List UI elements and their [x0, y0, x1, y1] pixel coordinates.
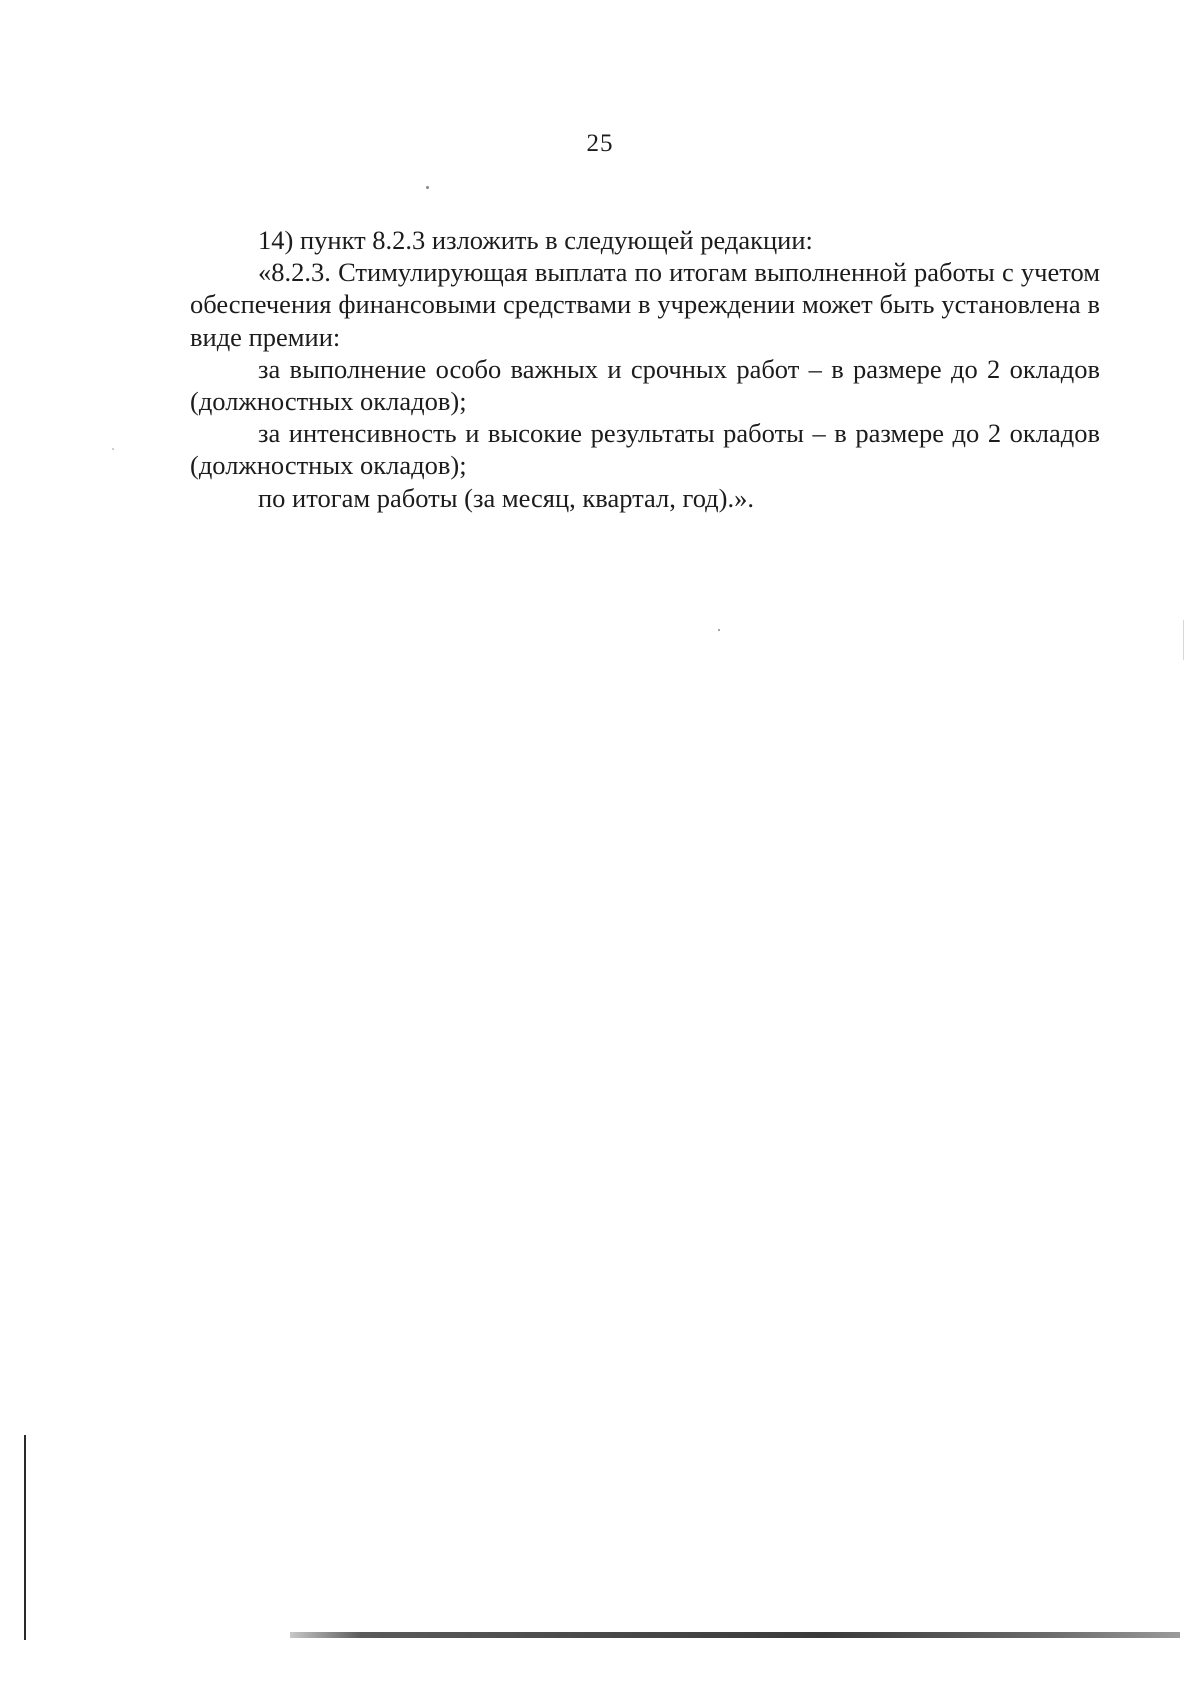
scan-left-border-line — [24, 1435, 26, 1640]
page-number: 25 — [586, 130, 614, 157]
bonus-item-period-results: по итогам работы (за месяц, квартал, год).». — [258, 482, 754, 513]
clause-8-2-3: «8.2.3. Стимулирующая выплата по итогам выполненной работы с учетом обеспечения финансовыми средствами в учреждении может быть установлена в виде премии: — [190, 257, 1100, 352]
scan-bottom-border-line — [290, 1632, 1180, 1638]
scan-speck — [112, 448, 114, 450]
scan-edge-mark — [1183, 620, 1184, 660]
amendment-intro: 14) пункт 8.2.3 изложить в следующей редакции: — [258, 225, 813, 255]
scan-speck — [718, 629, 720, 631]
bonus-item-intensity: за интенсивность и высокие результаты работы – в размере до 2 окладов (должностных окладов); — [190, 418, 1100, 481]
scan-speck — [426, 186, 429, 189]
document-body — [190, 224, 1100, 514]
bonus-item-urgent-work: за выполнение особо важных и срочных работ – в размере до 2 окладов (должностных окладов); — [190, 353, 1100, 417]
